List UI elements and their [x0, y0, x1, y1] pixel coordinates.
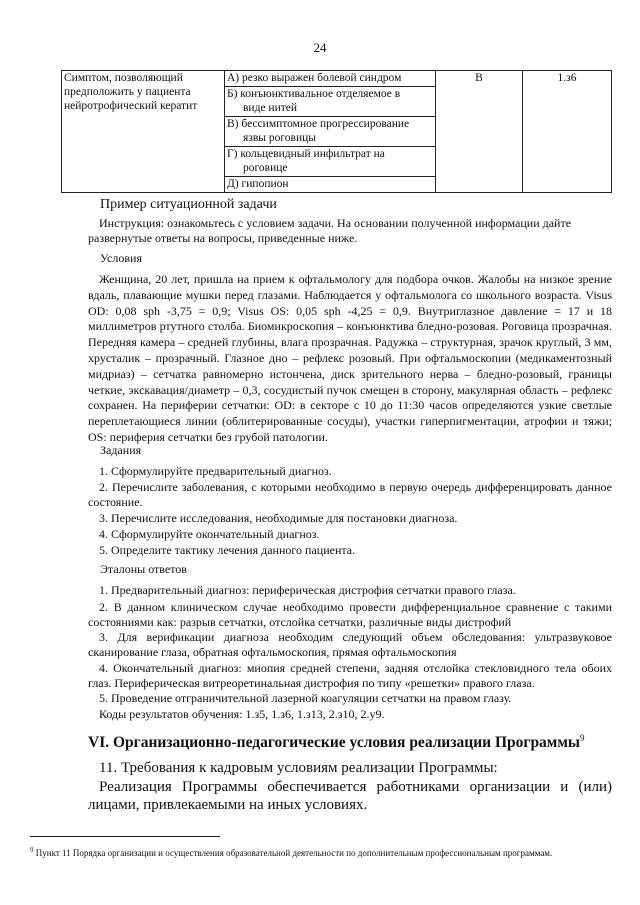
footnote: $^9$ Пункт 11 Порядка организации и осуществления образовательной деятельности по дополнительным профессиональным программам. [30, 846, 553, 858]
task-item-4: 4. Сформулируйте окончательный диагноз. [99, 527, 320, 541]
option-d: Г) кольцевидный инфильтрат на роговице [225, 147, 435, 177]
example-heading: Пример ситуационной задачи [100, 197, 277, 212]
answer-item-3: 3. Для верификации диагноза необходим следующий объем обследования: ультразвуковое сканирование глаза, обратная офтальмоскопия, прямая офтальмоскопия [88, 630, 612, 659]
options-cell [225, 71, 436, 193]
task-item-2: 2. Перечислите заболевания, с которыми необходимо в первую очередь дифференцировать данное состояние. [88, 480, 612, 509]
answer-item-5: 5. Проведение отграничительной лазерной коагуляции сетчатки на правом глазу. [99, 691, 512, 705]
task-item-3: 3. Перечислите исследования, необходимые для постановки диагноза. [99, 511, 458, 525]
tasks-label: Задания [100, 443, 142, 457]
answer-cell: В [436, 71, 523, 193]
code-cell: 1.з6 [523, 71, 612, 193]
table-row [62, 71, 612, 193]
task-item-5: 5. Определите тактику лечения данного пациента. [99, 543, 356, 557]
page-number: 24 [313, 40, 327, 55]
option-e: Д) гипопион [227, 178, 289, 190]
option-b: Б) конъюнктивальное отделяемое в виде нитей [225, 87, 435, 117]
question-table [61, 70, 612, 193]
answer-item-4: 4. Окончательный диагноз: миопия средней степени, задняя отслойка стекловидного тела обоих глаз. Периферическая витреоретинальная дистрофия по типу «решетки» правого глаза. [88, 661, 612, 690]
symptom-cell: Симптом, позволяющий предположить у пациента нейротрофический кератит [62, 71, 225, 193]
conditions-text: Женщина, 20 лет, пришла на прием к офтальмологу для подбора очков. Жалобы на низкое зрение вдаль, плавающие мушки перед глазами. Наблюдается у офтальмолога со школьного возраста. Visus OD: 0,08 sph -3,75 = 0,9; Visus OS: 0,05 sph -4,25 = 0,9. Внутриглазное давление = 17 и 18 миллиметров ртутного столба. Биомикроскопия – конъюнктива бледно-розовая. Роговица прозрачная. Передняя камера – средней глубины, влага прозрачная. Радужка – структурная, зрачок круглый, 3 мм, хрусталик – прозрачный. Глазное дно – рефлекс розовый. При офтальмоскопии (медикаментозный мидриаз) – сетчатка равномерно истончена, диск зрительного нерва – бледно-розовый, границы четкие, экскавация/диаметр – 0,3, сосудистый пучок смещен в сторону, макулярная область – рефлекс сохранен. На периферии сетчатки: OD: в секторе с 10 до 11:30 часов определяются узкие светлые переплетающиеся линии (облитерированные сосуды), участки гиперпигментации, атрофии и тяжи; OS: периферия сетчатки без грубой патологии. [88, 272, 612, 444]
option-c: В) бессимптомное прогрессирование язвы роговицы [225, 117, 435, 147]
answer-item-1: 1. Предварительный диагноз: периферическая дистрофия сетчатки правого глаза. [99, 583, 516, 597]
result-codes: Коды результатов обучения: 1.з5, 1.з6, 1.з13, 2.з10, 2.у9. [99, 707, 385, 721]
requirements-text: Реализация Программы обеспечивается работниками организации и (или) лицами, привлекаемыми на иных условиях. [88, 779, 612, 813]
conditions-label: Условия [100, 251, 142, 265]
answer-item-2: 2. В данном клиническом случае необходимо провести дифференциальное сравнение с такими состояниями как: разрыв сетчатки, отслойка сетчатки, различные виды дистрофий [88, 600, 612, 629]
footnote-ref: 9 [580, 733, 585, 743]
section-title: VI. Организационно-педагогические условия реализации Программы$^9$ [88, 733, 585, 752]
instruction: Инструкция: ознакомьтесь с условием задачи. На основании полученной информации дайте развернутые ответы на вопросы, приведенные ниже. [88, 216, 572, 245]
option-a: А) резко выражен болевой синдром [225, 71, 435, 87]
requirements-heading: 11. Требования к кадровым условиям реализации Программы: [99, 760, 498, 776]
task-item-1: 1. Сформулируйте предварительный диагноз. [99, 464, 332, 478]
footnote-divider [30, 836, 220, 837]
answers-label: Эталоны ответов [100, 562, 187, 576]
